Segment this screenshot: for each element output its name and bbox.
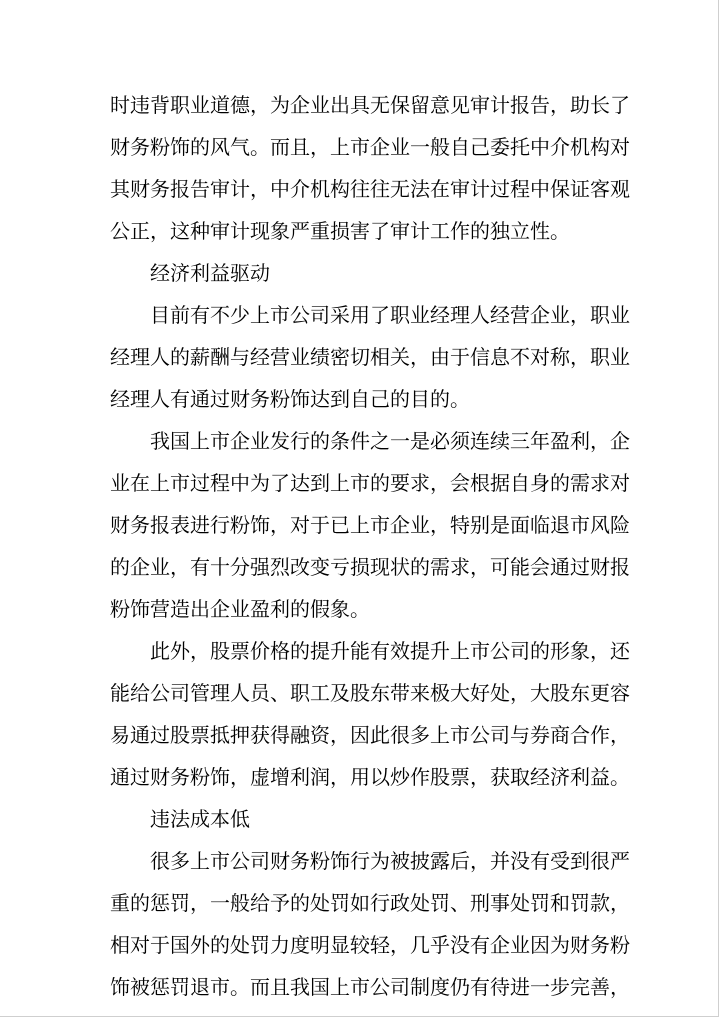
text-line: 公正，这种审计现象严重损害了审计工作的独立性。 <box>110 219 570 243</box>
text-line: 我国上市企业发行的条件之一是必须连续三年盈利，企 <box>150 429 630 453</box>
text-line: 经理人有通过财务粉饰达到自己的目的。 <box>110 387 470 411</box>
text-line: 粉饰营造出企业盈利的假象。 <box>110 597 370 621</box>
document-body <box>110 84 630 1008</box>
text-line: 财务粉饰的风气。而且，上市企业一般自己委托中介机构对 <box>110 135 630 159</box>
text-line: 重的惩罚，一般给予的处罚如行政处罚、刑事处罚和罚款， <box>110 891 630 915</box>
text-line: 易通过股票抵押获得融资，因此很多上市公司与券商合作， <box>110 723 630 747</box>
text-line: 财务报表进行粉饰，对于已上市企业，特别是面临退市风险 <box>110 513 630 537</box>
text-line: 的企业，有十分强烈改变亏损现状的需求，可能会通过财报 <box>110 555 630 579</box>
text-line: 相对于国外的处罚力度明显较轻，几乎没有企业因为财务粉 <box>110 933 630 957</box>
text-line: 时违背职业道德，为企业出具无保留意见审计报告，助长了 <box>110 93 630 117</box>
text-line: 很多上市公司财务粉饰行为被披露后，并没有受到很严 <box>150 849 630 873</box>
text-line: 能给公司管理人员、职工及股东带来极大好处，大股东更容 <box>110 681 630 705</box>
section-heading-economic-interest: 经济利益驱动 <box>150 261 270 285</box>
text-line: 经理人的薪酬与经营业绩密切相关，由于信息不对称，职业 <box>110 345 630 369</box>
text-line: 此外，股票价格的提升能有效提升上市公司的形象，还 <box>150 639 630 663</box>
text-line: 目前有不少上市公司采用了职业经理人经营企业，职业 <box>150 303 630 327</box>
text-line: 业在上市过程中为了达到上市的要求，会根据自身的需求对 <box>110 471 630 495</box>
text-line: 通过财务粉饰，虚增利润，用以炒作股票，获取经济利益。 <box>110 765 630 789</box>
text-line: 其财务报告审计，中介机构往往无法在审计过程中保证客观 <box>110 177 630 201</box>
text-line: 饰被惩罚退市。而且我国上市公司制度仍有待进一步完善， <box>110 975 630 999</box>
section-heading-low-cost: 违法成本低 <box>150 807 250 831</box>
